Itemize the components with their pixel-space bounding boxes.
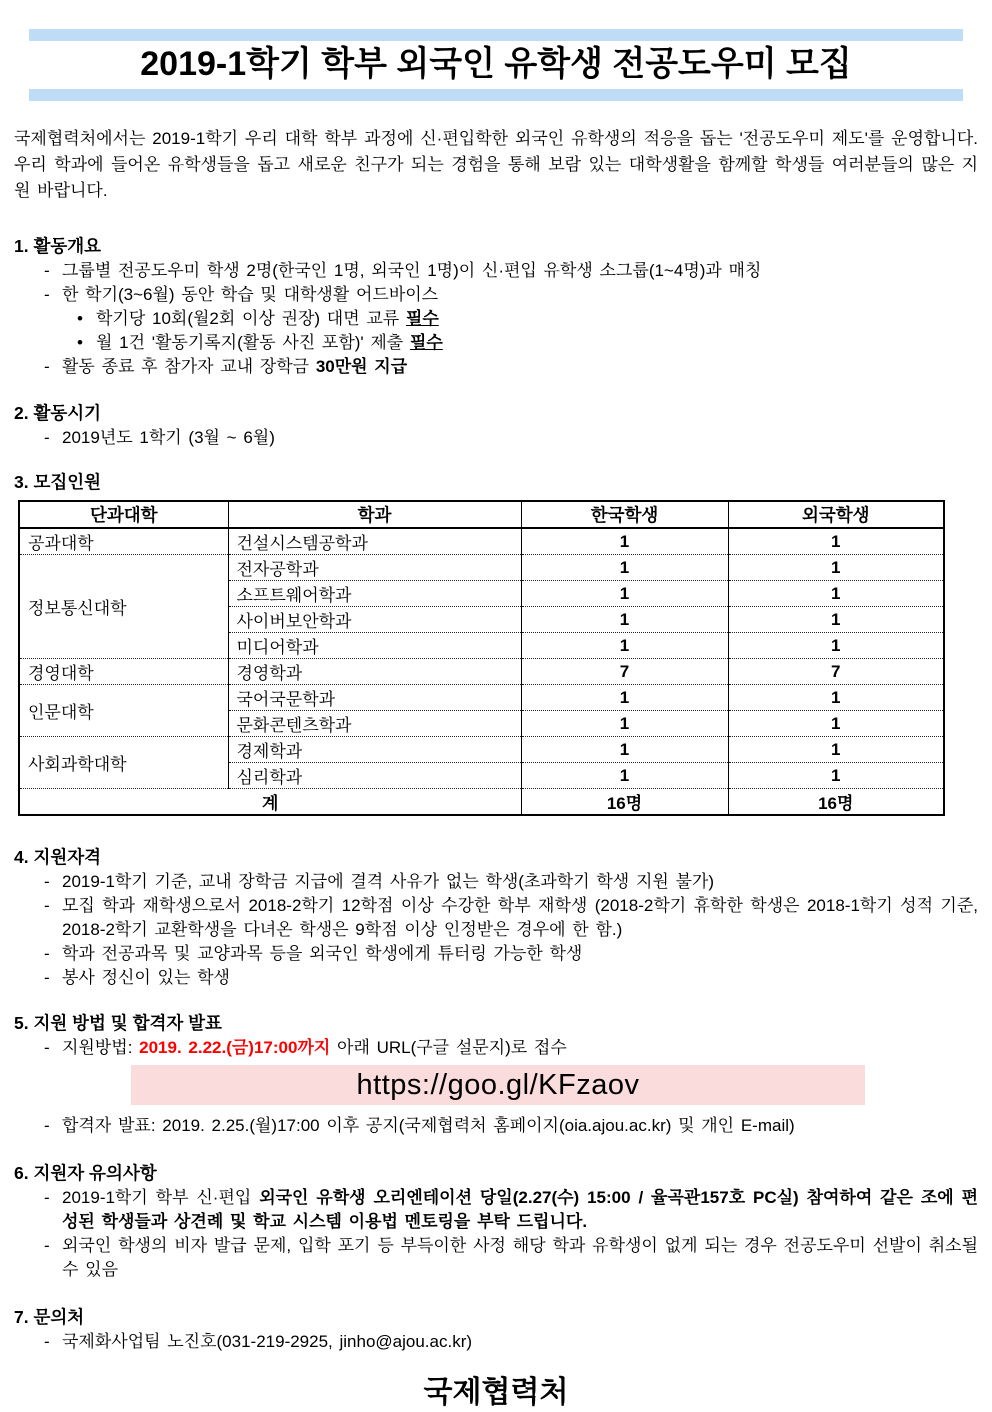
list-item-text: 한 학기(3~6월) 동안 학습 및 대학생활 어드바이스 (62, 285, 439, 304)
table-header-row (19, 501, 944, 528)
cell-korean-count: 1 (521, 737, 728, 763)
cell-foreign-count: 1 (728, 581, 944, 607)
section-contact (14, 1305, 978, 1354)
deadline-text: 2019. 2.22.(금)17:00까지 (139, 1038, 331, 1057)
list-item-text: 2019-1학기 기준, 교내 장학금 지급에 결격 사유가 없는 학생(초과학기 학생 지원 불가) (62, 872, 715, 891)
section-heading-recruit: 3. 모집인원 (14, 472, 102, 492)
cell-foreign-count: 1 (728, 633, 944, 659)
cell-department: 사이버보안학과 (228, 607, 521, 633)
list-item-text: 2019-1학기 학부 신·편입 (62, 1188, 260, 1207)
dash-marker: - (44, 872, 50, 891)
section-heading-notice: 6. 지원자 유의사항 (14, 1163, 157, 1183)
list-item (14, 259, 978, 283)
list-item-text: 봉사 정신이 있는 학생 (62, 968, 230, 987)
list-item-text: 활동 종료 후 참가자 교내 장학금 (62, 357, 316, 376)
cell-college: 경영대학 (19, 659, 228, 685)
col-header-department: 학과 (228, 501, 521, 528)
list-item-text: 학기당 10회(월2회 이상 권장) 대면 교류 (96, 309, 406, 328)
cell-department: 심리학과 (228, 763, 521, 789)
list-item (14, 426, 978, 450)
list-item-text: 그룹별 전공도우미 학생 2명(한국인 1명, 외국인 1명)이 신·편입 유학생 소그룹(1~4명)과 매칭 (62, 261, 762, 280)
cell-total-foreign: 16명 (728, 789, 944, 816)
cell-college: 사회과학대학 (19, 737, 228, 789)
section-period (14, 401, 978, 450)
cell-korean-count: 7 (521, 659, 728, 685)
list-item (14, 355, 978, 379)
list-item-text: 학과 전공과목 및 교양과목 등을 외국인 학생에게 튜터링 가능한 학생 (62, 944, 583, 963)
cell-foreign-count: 1 (728, 685, 944, 711)
table-total-row (19, 789, 944, 816)
dash-marker: - (44, 1116, 50, 1135)
cell-college: 인문대학 (19, 685, 228, 737)
list-item-text: 합격자 발표: 2019. 2.25.(월)17:00 이후 공지(국제협력처 홈페이지(oia.ajou.ac.kr) 및 개인 E-mail) (62, 1116, 795, 1135)
dash-marker: - (44, 357, 50, 376)
section-notice (14, 1161, 978, 1282)
table-row (19, 555, 944, 581)
section-recruit (14, 470, 978, 816)
table-row (19, 659, 944, 685)
cell-department: 경제학과 (228, 737, 521, 763)
cell-department: 문화콘텐츠학과 (228, 711, 521, 737)
cell-department: 경영학과 (228, 659, 521, 685)
list-item (14, 966, 978, 990)
list-subitem (14, 331, 978, 355)
page-title: 2019-1학기 학부 외국인 유학생 전공도우미 모집 (140, 45, 852, 83)
col-header-college: 단과대학 (19, 501, 228, 528)
title-banner (29, 29, 963, 101)
cell-department: 건설시스템공학과 (228, 528, 521, 555)
section-heading-qualification: 4. 지원자격 (14, 847, 102, 867)
application-url: https://goo.gl/KFzaov (356, 1069, 640, 1101)
required-emphasis: 필수 (405, 309, 439, 328)
list-item-text: 2019년도 1학기 (3월 ~ 6월) (62, 428, 275, 447)
dash-marker: - (44, 285, 50, 304)
dash-marker: - (44, 944, 50, 963)
list-item-text: 외국인 학생의 비자 발급 문제, 입학 포기 등 부득이한 사정 해당 학과 유학생이 없게 되는 경우 전공도우미 선발이 취소될 수 있음 (62, 1236, 978, 1279)
application-url-highlight (131, 1065, 865, 1105)
list-item (14, 1186, 978, 1234)
list-item (14, 283, 978, 307)
contact-info: 국제화사업팀 노진호(031-219-2925, jinho@ajou.ac.kr) (62, 1332, 473, 1351)
section-heading-period: 2. 활동시기 (14, 403, 102, 423)
dash-marker: - (44, 1038, 50, 1057)
list-item (14, 870, 978, 894)
table-row (19, 737, 944, 763)
cell-korean-count: 1 (521, 607, 728, 633)
list-item (14, 1036, 978, 1060)
dash-marker: - (44, 261, 50, 280)
cell-korean-count: 1 (521, 555, 728, 581)
cell-korean-count: 1 (521, 528, 728, 555)
scholarship-emphasis: 30만원 지급 (315, 357, 408, 376)
bullet-marker: • (77, 333, 83, 352)
cell-korean-count: 1 (521, 633, 728, 659)
col-header-foreign: 외국학생 (728, 501, 944, 528)
cell-foreign-count: 1 (728, 737, 944, 763)
cell-korean-count: 1 (521, 581, 728, 607)
bullet-marker: • (77, 309, 83, 328)
cell-department: 국어국문학과 (228, 685, 521, 711)
list-item (14, 1330, 978, 1354)
dash-marker: - (44, 1188, 50, 1207)
cell-foreign-count: 7 (728, 659, 944, 685)
section-heading-overview: 1. 활동개요 (14, 236, 102, 256)
section-heading-contact: 7. 문의처 (14, 1307, 85, 1327)
dash-marker: - (44, 968, 50, 987)
cell-korean-count: 1 (521, 711, 728, 737)
dash-marker: - (44, 428, 50, 447)
section-heading-apply: 5. 지원 방법 및 합격자 발표 (14, 1013, 222, 1033)
section-overview (14, 234, 978, 379)
list-item (14, 1114, 978, 1138)
banner-bar-bottom (29, 89, 963, 101)
list-item-text: 아래 URL(구글 설문지)로 접수 (330, 1038, 567, 1057)
cell-total-label: 계 (262, 794, 279, 813)
list-subitem (14, 307, 978, 331)
list-item (14, 894, 978, 942)
recruit-table (18, 500, 945, 816)
cell-foreign-count: 1 (728, 607, 944, 633)
col-header-korean: 한국학생 (521, 501, 728, 528)
required-emphasis: 필수 (409, 333, 443, 352)
section-qualification (14, 845, 978, 990)
table-row (19, 528, 944, 555)
cell-foreign-count: 1 (728, 555, 944, 581)
section-apply (14, 1011, 978, 1138)
cell-foreign-count: 1 (728, 763, 944, 789)
cell-korean-count: 1 (521, 763, 728, 789)
cell-department: 전자공학과 (228, 555, 521, 581)
cell-college: 정보통신대학 (19, 555, 228, 659)
table-row (19, 685, 944, 711)
cell-department: 미디어학과 (228, 633, 521, 659)
dash-marker: - (44, 896, 50, 915)
dash-marker: - (44, 1332, 50, 1351)
cell-foreign-count: 1 (728, 711, 944, 737)
issuing-office: 국제협력처 (423, 1376, 569, 1409)
banner-bar-top (29, 29, 963, 41)
orientation-emphasis: 외국인 유학생 오리엔테이션 당일(2.27(수) 15:00 / 율곡관157호 PC실) 참여하여 같은 조에 편성된 학생들과 상견례 및 학교 시스템 이용법 멘토링을 부탁 드립니다. (62, 1188, 978, 1231)
list-item (14, 1234, 978, 1282)
list-item-text: 월 1건 '활동기록지(활동 사진 포함)' 제출 (96, 333, 410, 352)
cell-foreign-count: 1 (728, 528, 944, 555)
cell-college: 공과대학 (19, 528, 228, 555)
cell-department: 소프트웨어학과 (228, 581, 521, 607)
list-item (14, 942, 978, 966)
list-item-text: 모집 학과 재학생으로서 2018-2학기 12학점 이상 수강한 학부 재학생 (2018-2학기 휴학한 학생은 2018-1학기 성적 기준, 2018-2학기 교환학생을 다녀온 학생은 9학점 이상 인정받은 경우에 한 함.) (62, 896, 978, 939)
cell-total-korean: 16명 (521, 789, 728, 816)
intro-paragraph: 국제협력처에서는 2019-1학기 우리 대학 학부 과정에 신·편입학한 외국인 유학생의 적응을 돕는 '전공도우미 제도'를 운영합니다. 우리 학과에 들어온 유학생들을 돕고 새로운 친구가 되는 경험을 통해 보람 있는 대학생활을 함께할 학생들 여러분들의 많은 지원 바랍니다. (14, 129, 978, 200)
cell-korean-count: 1 (521, 685, 728, 711)
list-item-text: 지원방법: (62, 1038, 140, 1057)
dash-marker: - (44, 1236, 50, 1255)
